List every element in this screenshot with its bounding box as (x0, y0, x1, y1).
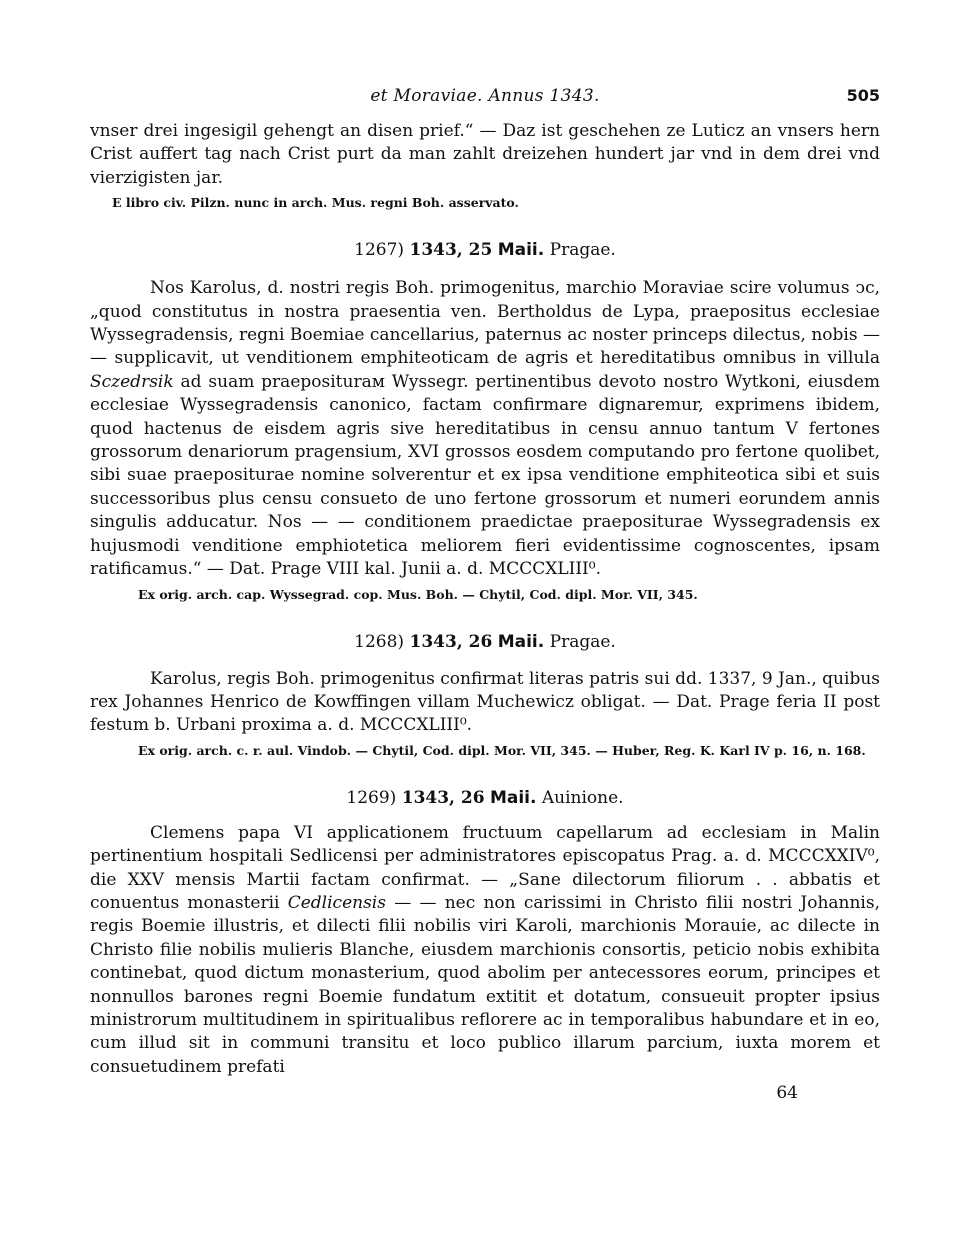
doc-place: Auinione. (541, 787, 624, 808)
doc-text-part: Clemens papa VI applicationem fructuum capellarum ad ecclesiam in Malin pertinentium hospitali Sedlicensi per administratores episcopatus Prag. a. d. MCCCXXIV⁰, die XXV mensis Martii factam confirmat. — „Sane dilectorum filiorum . . abbatis et conuentus monasterii (90, 822, 880, 913)
doc-source-1268: Ex orig. arch. c. r. aul. Vindob. — Chytil, Cod. dipl. Mor. VII, 345. — Huber, Reg. K. Karl IV p. 16, n. 168. (138, 742, 866, 758)
doc-source-1267: Ex orig. arch. cap. Wyssegrad. cop. Mus. Boh. — Chytil, Cod. dipl. Mor. VII, 345. (138, 586, 698, 602)
doc-text-1269 (90, 822, 880, 1079)
doc-text-part: — — nec non carissimi in Christo filii nostri Johannis, regis Boemie illustris, et dilecti filii nobilis viri Karoli, marchionis Morauie, ac dilecte in Christo filie nobilis mulieris Blanche, eiusdem marchionis consortis, peticio nobis exhibita continebat, quod dictum monasterium, quod abolim per antecessores eorum, principes et nonnullos barones regni Boemie fundatum extitit et dotatum, consueuit propter ipsius ministrorum multitudinem in spiritualibus reflorere ac in temporalibus habundare et in eo, cum illud sit in communi transitu et loco publico illarum parcium, iuxta morem et consuetudinem prefati (90, 892, 881, 1077)
doc-date: 1343, 25 (409, 240, 493, 261)
doc-date: 1343, 26 (409, 631, 493, 652)
carryover-paragraph: vnser drei ingesigil gehengt an disen prief.“ — Daz ist geschehen ze Luticz an vnsers hern Crist auffert tag nach Crist purt da man zahlt dreizehen hundert jar vnd in dem drei vnd vierzigisten jar. (90, 121, 880, 188)
doc-month: Maii. (489, 787, 537, 808)
doc-month: Maii. (497, 240, 545, 261)
doc-number: 1267) (354, 240, 405, 261)
signature-number: 64 (776, 1083, 798, 1104)
doc-month: Maii. (497, 631, 545, 652)
running-head (90, 86, 880, 116)
place-name-italic: Sczedrsik (90, 371, 174, 392)
doc-place: Pragae. (549, 631, 616, 652)
page (90, 86, 880, 1103)
doc-text-1267 (90, 277, 880, 581)
doc-number: 1269) (346, 787, 397, 808)
doc-text-part: ad suam praepositurам Wyssegr. pertinentibus devoto nostro Wytkoni, eiusdem ecclesiae Wyssegradensis canonico, factam confirmare dignaremur, exprimens ibidem, quod hactenus de eisdem agris sive hereditatibus in censu annuo tantum V fertones grossorum denariorum pragensium, XVI grossos eosdem computando pro fertone quolibet, sibi suae praepositurae nomine solverentur et ex ipsa venditione emphiteotica sibi et suis successoribus plus censu consueto de uno fertone grossorum et numeri eorundem annis singulis adducatur. Nos — — conditionem praedictae praepositurae Wyssegradensis ex hujusmodi venditione emphiotetica meliorem fieri evidentissime cognoscentes, ipsam ratificamus.“ — Dat. Prage VIII kal. Junii a. d. MCCCXLIII⁰. (90, 371, 880, 580)
doc-heading-1267 (90, 238, 880, 262)
running-title: et Moraviae. Annus 1343. (370, 86, 600, 106)
doc-heading-1269 (90, 786, 880, 810)
doc-text-part: Nos Karolus, d. nostri regis Boh. primogenitus, marchio Moraviae scire volumus ↄc, „quod constitutus in nostra praesentia ven. Bertholdus de Lypa, praepositus ecclesiae Wyssegradensis, regni Boemiae cancellarius, paternus ac noster princeps dilectus, nobis — — supplicavit, ut venditionem emphiteoticam de agris et hereditatibus omnibus in villula (90, 278, 880, 369)
doc-place: Pragae. (549, 240, 616, 261)
doc-number: 1268) (354, 631, 405, 652)
doc-date: 1343, 26 (401, 787, 485, 808)
page-number: 505 (846, 86, 880, 105)
carryover-source: E libro civ. Pilzn. nunc in arch. Mus. regni Boh. asservato. (112, 195, 519, 211)
place-name-italic: Cedlicensis (287, 892, 386, 913)
doc-heading-1268 (90, 630, 880, 654)
doc-text-1268: Karolus, regis Boh. primogenitus confirmat literas patris sui dd. 1337, 9 Jan., quibus rex Johannes Henrico de Kowffingen villam Muchewicz obligat. — Dat. Prage feria II post festum b. Urbani proxima a. d. MCCCXLIII⁰. (90, 668, 880, 736)
